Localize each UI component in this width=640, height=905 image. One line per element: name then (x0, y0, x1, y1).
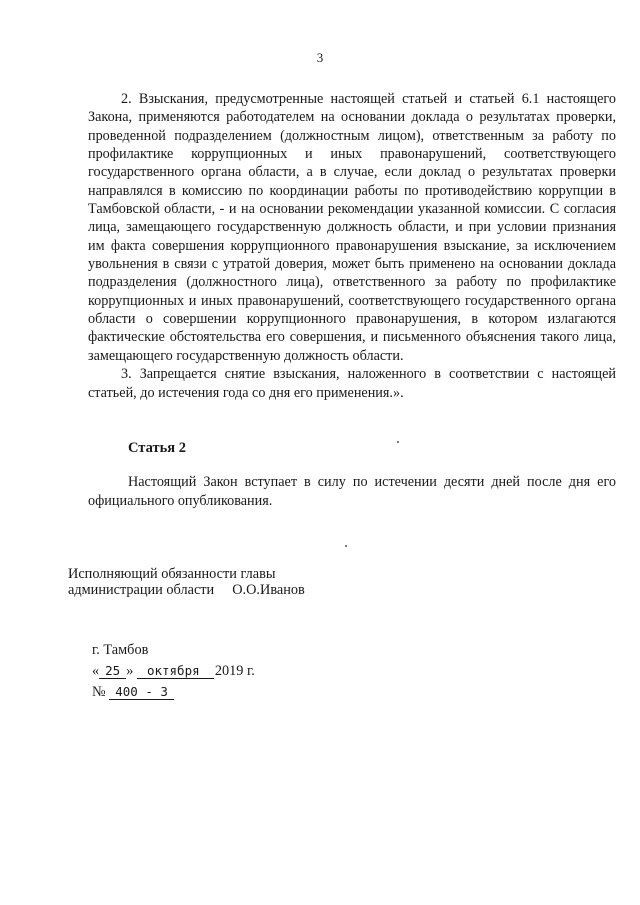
number-line (92, 682, 255, 703)
scan-speck (345, 545, 347, 547)
date-line (92, 661, 255, 682)
article-2-text: Настоящий Закон вступает в силу по истечении десяти дней после дня его официального опубликования. (88, 474, 616, 509)
date-month: октября (137, 664, 214, 679)
signature-title-line2: администрации области (68, 582, 215, 598)
signature-title-line2-row (68, 582, 305, 598)
signature-block (68, 566, 305, 598)
date-day: 25 (99, 664, 126, 679)
number-value: 400 - З (109, 685, 174, 700)
paragraph-2: 2. Взыскания, предусмотренные настоящей статьей и статьей 6.1 настоящего Закона, применяются работодателем на основании доклада о результатах проверки, проведенной подразделением (должностным лицом), ответственным за работу по профилактике коррупционных и иных правонарушений, соответствующего государственного органа области, а в случае, если доклад о результатах проверки направлялся в комиссию по координации работы по противодействию коррупции в Тамбовской области, - и на основании рекомендации указанной комиссии. С согласия лица, замещающего государственную должность области, и при условии признания им факта совершения коррупционного правонарушения взыскание, за исключением увольнения в связи с утратой доверия, может быть применено на основании доклада подразделения (должностного лица), ответственного за работу по профилактике коррупционных и иных правонарушений, соответствующего государственного органа области о совершении коррупционного правонарушения, в котором излагаются фактические обстоятельства его совершения, и письменного объяснения такого лица, замещающего государственную должность области. (88, 91, 616, 364)
date-year: 2019 г. (214, 663, 255, 679)
scan-speck (397, 441, 399, 443)
paragraph-3: 3. Запрещается снятие взыскания, наложенного в соответствии с настоящей статьей, до истечения года со дня его применения.». (88, 366, 616, 401)
number-prefix: № (92, 684, 106, 700)
signature-name: О.О.Иванов (232, 582, 305, 598)
date-open-quote: « (92, 663, 100, 679)
page-number: 3 (316, 50, 324, 65)
article-heading: Статья 2 (128, 440, 186, 456)
place-date-block (92, 640, 255, 703)
article-text-block (88, 473, 616, 510)
signature-title-line1: Исполняющий обязанности главы (68, 566, 276, 582)
date-close-quote: » (126, 663, 134, 679)
law-text-block (88, 90, 616, 402)
place: г. Тамбов (92, 642, 149, 658)
